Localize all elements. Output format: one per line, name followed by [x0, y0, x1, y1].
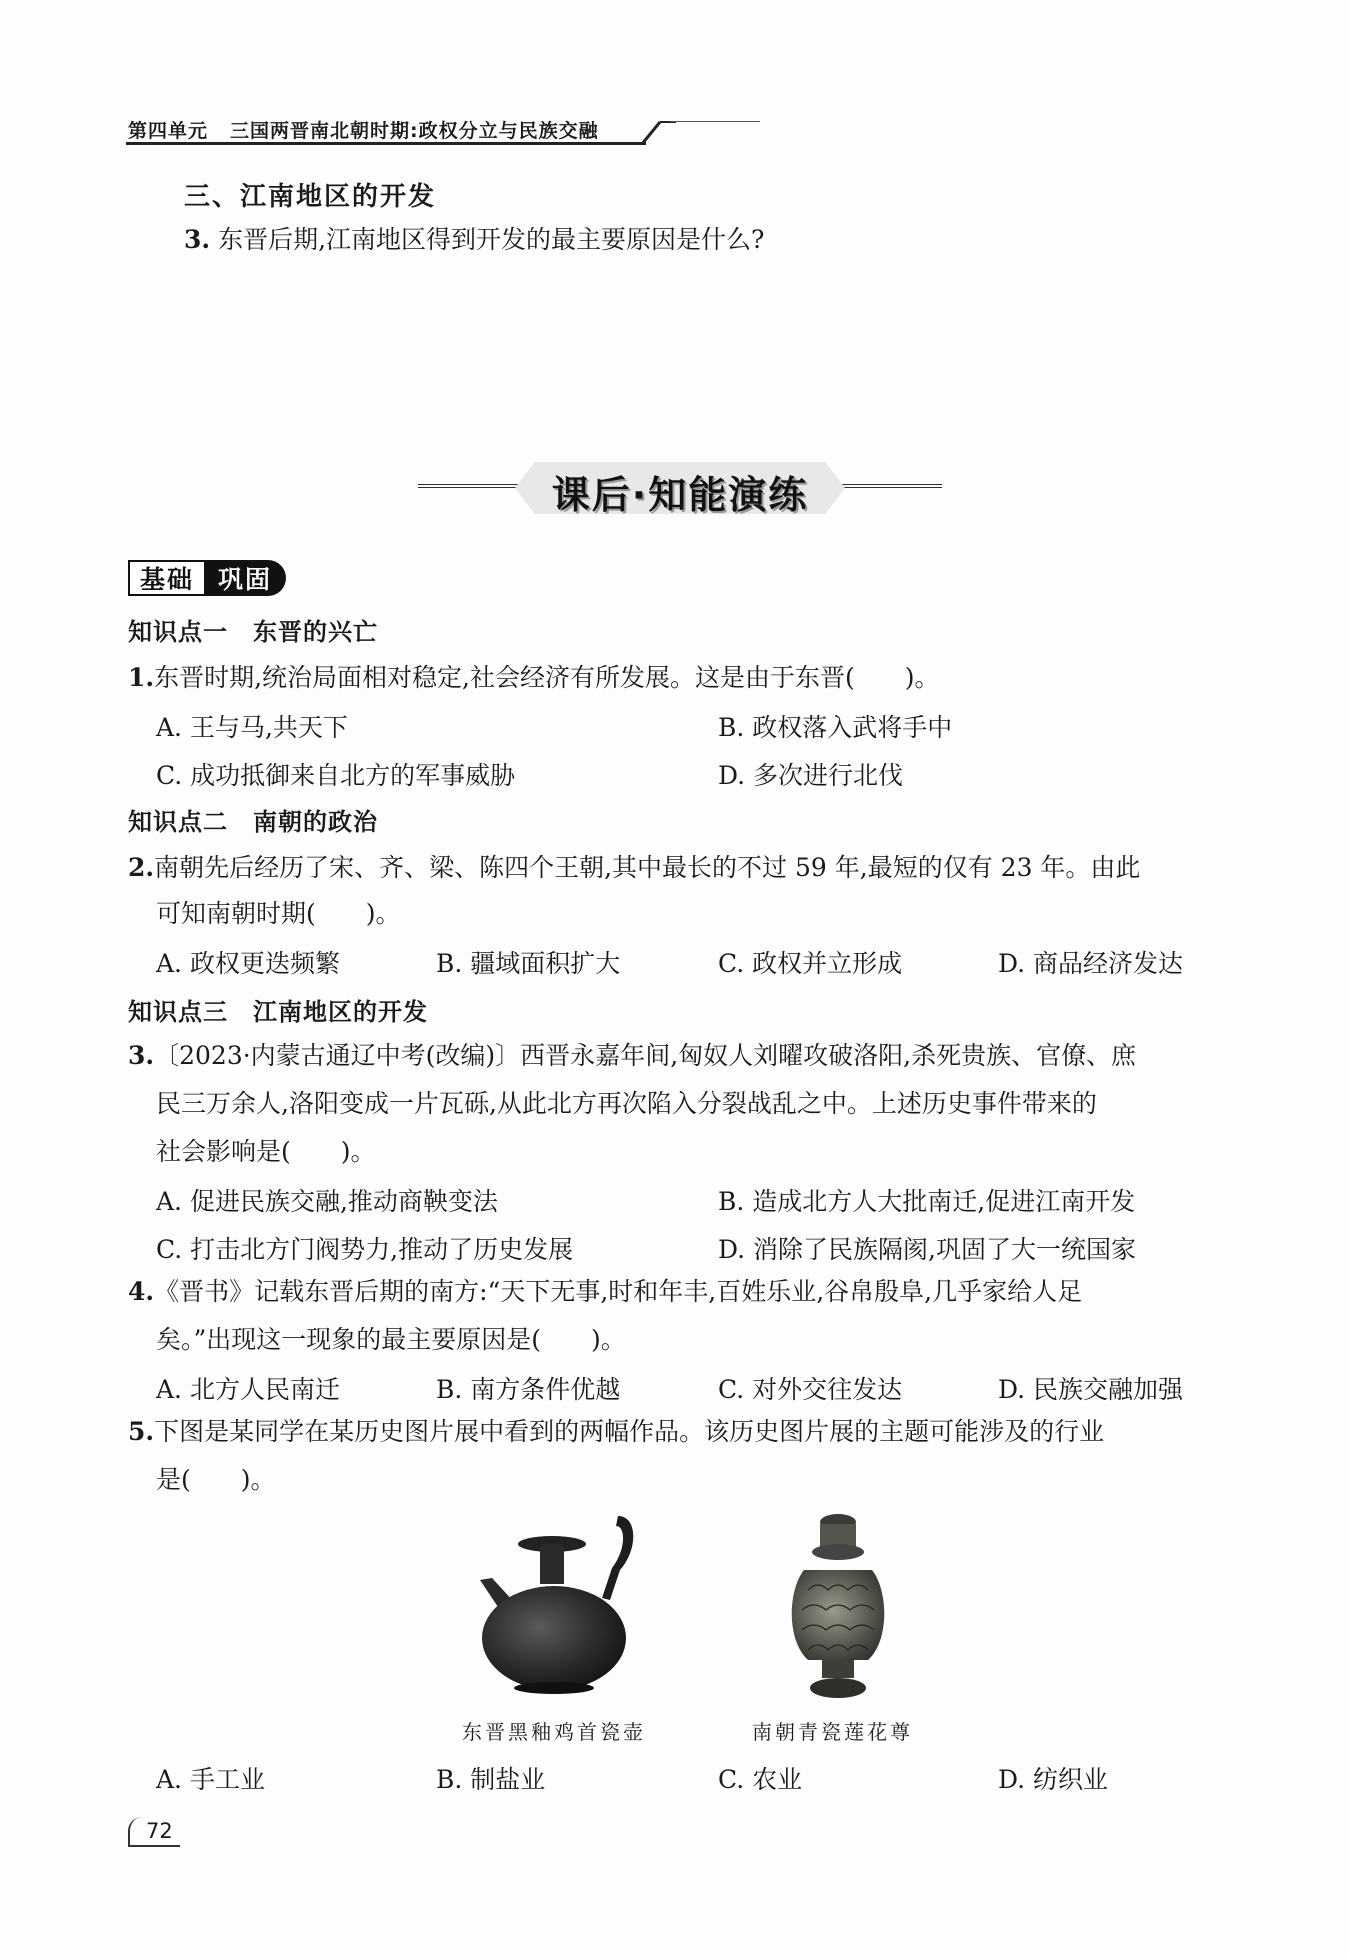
- image-caption-zun: 南朝青瓷莲花尊: [752, 1720, 913, 1744]
- header-rule: [126, 142, 646, 145]
- knowledge-point-3: 知识点三 江南地区的开发: [128, 998, 428, 1026]
- image-caption-ewer: 东晋黑釉鸡首瓷壶: [462, 1720, 646, 1744]
- option-a: A. 手工业: [156, 1765, 265, 1794]
- question-number: 3.: [184, 225, 211, 254]
- option-c: C. 打击北方门阀势力,推动了历史发展: [156, 1235, 574, 1264]
- option-a: A. 政权更迭频繁: [156, 949, 340, 978]
- question-text-line2: 可知南朝时期( )。: [156, 899, 401, 928]
- option-d: D. 商品经济发达: [998, 949, 1184, 978]
- option-b: B. 制盐业: [436, 1765, 546, 1794]
- option-d: D. 民族交融加强: [998, 1375, 1184, 1404]
- option-b: B. 南方条件优越: [436, 1375, 621, 1404]
- option-b: B. 疆域面积扩大: [436, 949, 621, 978]
- celadon-lotus-zun-image: [778, 1510, 898, 1705]
- question-text-line1: 下图是某同学在某历史图片展中看到的两幅作品。该历史图片展的主题可能涉及的行业: [154, 1417, 1105, 1446]
- option-b: B. 造成北方人大批南迁,促进江南开发: [718, 1187, 1136, 1216]
- unit-title: 三国两晋南北朝时期:政权分立与民族交融: [230, 120, 599, 142]
- banner-title: 课后·知能演练: [551, 473, 809, 517]
- tag-part1: 基础: [128, 560, 206, 596]
- question-number: 2.: [128, 853, 155, 882]
- question-number: 5.: [128, 1417, 155, 1446]
- tag-part2: 巩固: [206, 560, 286, 596]
- question-text: 东晋时期,统治局面相对稳定,社会经济有所发展。这是由于东晋( )。: [154, 663, 940, 692]
- question-text: 东晋后期,江南地区得到开发的最主要原因是什么?: [218, 225, 765, 254]
- knowledge-point-2: 知识点二 南朝的政治: [128, 808, 378, 836]
- question-number: 4.: [128, 1277, 155, 1306]
- banner-rule-right: [842, 484, 942, 488]
- option-a: A. 王与马,共天下: [156, 713, 348, 742]
- option-c: C. 对外交往发达: [718, 1375, 903, 1404]
- page-number: 72: [146, 1819, 173, 1843]
- question-number: 1.: [128, 663, 155, 692]
- option-c: C. 政权并立形成: [718, 949, 903, 978]
- question-text-line1: 〔2023·内蒙古通辽中考(改编)〕西晋永嘉年间,匈奴人刘曜攻破洛阳,杀死贵族、官僚、庶: [154, 1041, 1137, 1070]
- question-number: 3.: [128, 1041, 155, 1070]
- review-question: [184, 216, 764, 264]
- question-5: [128, 1408, 1104, 1456]
- question-text-line3: 社会影响是( )。: [156, 1137, 376, 1166]
- question-text-line2: 矣。”出现这一现象的最主要原因是( )。: [156, 1325, 626, 1354]
- question-2: [128, 844, 1140, 892]
- section-tag: [128, 560, 286, 596]
- option-d: D. 纺织业: [998, 1765, 1109, 1794]
- option-c: C. 农业: [718, 1765, 803, 1794]
- question-text-line2: 是( )。: [156, 1465, 276, 1494]
- option-a: A. 北方人民南迁: [156, 1375, 340, 1404]
- running-header: [128, 116, 599, 143]
- option-a: A. 促进民族交融,推动商鞅变法: [156, 1187, 498, 1216]
- question-text-line1: 《晋书》记载东晋后期的南方:“天下无事,时和年丰,百姓乐业,谷帛殷阜,几乎家给人足: [154, 1277, 1083, 1306]
- question-text-line1: 南朝先后经历了宋、齐、梁、陈四个王朝,其中最长的不过 59 年,最短的仅有 23 年。由此: [154, 853, 1141, 882]
- option-d: D. 消除了民族隔阂,巩固了大一统国家: [718, 1235, 1136, 1264]
- option-b: B. 政权落入武将手中: [718, 713, 953, 742]
- section-title: 三、江南地区的开发: [184, 182, 437, 212]
- option-d: D. 多次进行北伐: [718, 761, 904, 790]
- black-glazed-ewer-image: [470, 1510, 640, 1695]
- unit-label: 第四单元: [128, 120, 209, 142]
- header-slant-decoration: [636, 120, 676, 145]
- question-3: [128, 1032, 1136, 1080]
- question-4: [128, 1268, 1082, 1316]
- question-1: [128, 654, 940, 702]
- question-text-line2: 民三万余人,洛阳变成一片瓦砾,从此北方再次陷入分裂战乱之中。上述历史事件带来的: [156, 1089, 1097, 1118]
- header-thin-rule: [670, 121, 760, 122]
- banner-rule-left: [418, 484, 518, 488]
- option-c: C. 成功抵御来自北方的军事威胁: [156, 761, 516, 790]
- knowledge-point-1: 知识点一 东晋的兴亡: [128, 618, 378, 646]
